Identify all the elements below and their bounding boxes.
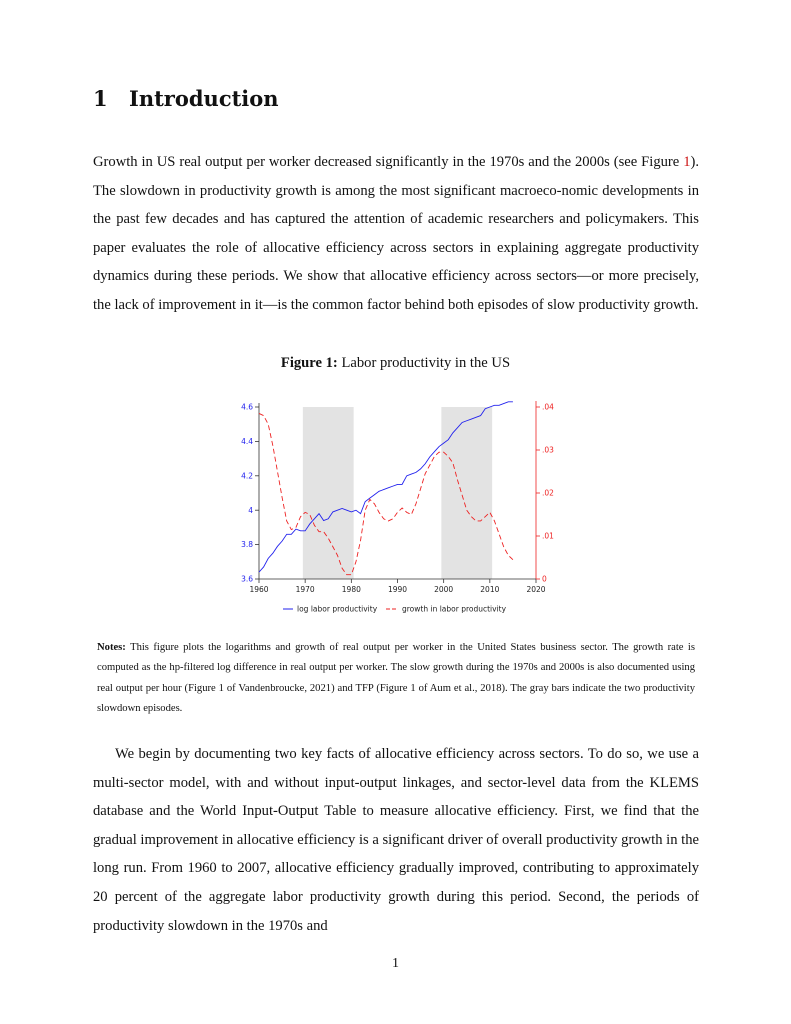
intro-paragraph [93,148,699,320]
left-tick-label: 4.4 [241,437,253,446]
left-tick-label: 4 [248,505,253,515]
left-tick-label: 3.8 [241,540,253,550]
right-tick-label: .01 [542,531,554,541]
notes-label: Notes: [97,642,126,653]
figure-label: Figure 1: [280,355,338,371]
chart-legend [283,605,507,614]
x-tick-label: 1980 [341,585,361,594]
x-tick-label: 2010 [480,585,500,594]
figure-notes [97,638,695,719]
left-tick-label: 4.6 [241,402,253,412]
slowdown-shade-1 [303,407,354,579]
x-tick-label: 1990 [387,585,408,594]
page-number: 1 [392,956,399,971]
second-paragraph: We begin by documenting two key facts of allocative efficiency across sectors. To do so, we use a multi-sector model, with and without input-output linkages, and sector-level data from the KLEMS database and the World Input-Output Table to measure allocative efficiency. First, we find that the gradual improvement in allocative efficiency is a significant driver of overall productivity growth in the long run. From 1960 to 2007, allocative efficiency gradually improved, contributing to approximately 20 percent of the aggregate labor productivity growth during this period. Second, the periods of productivity slowdown in the 1970s and [93,746,699,934]
right-tick-label: 0 [542,574,547,584]
section-title-text: Introduction [129,86,279,111]
figure-chart [226,390,566,622]
figure-reference-link[interactable]: 1 [683,154,691,170]
left-tick-label: 3.6 [241,574,253,584]
chart-svg [226,390,566,622]
right-tick-label: .04 [542,402,554,412]
section-heading [93,86,279,111]
right-tick-label: .02 [542,488,554,498]
intro-text-part-b: ). The slowdown in productivity growth is among the most significant macroeco-nomic developments in the past few decades and has captured the attention of academic researchers and policymakers. This paper evaluates the role of allocative efficiency across sectors in explaining aggregate productivity dynamics during these periods. We show that allocative efficiency across sectors—or more precisely, the lack of improvement in it—is the common factor behind both episodes of slow productivity growth. [93,154,699,313]
figure-caption-text: Labor productivity in the US [341,355,511,371]
x-tick-label: 1960 [249,585,269,594]
chart-axes [241,401,554,594]
section-number: 1 [93,86,108,111]
slowdown-shade-2 [441,407,492,579]
left-tick-label: 4.2 [241,471,253,481]
shaded-periods [303,407,492,579]
figure-caption [0,355,791,372]
legend-label-level: log labor productivity [297,604,378,614]
right-tick-label: .03 [542,445,554,455]
x-tick-label: 2020 [526,585,546,594]
notes-text: This figure plots the logarithms and growth of real output per worker in the United States business sector. The growth rate is computed as the hp-filtered log difference in real output per worker. The slow growth during the 1970s and 2000s is also documented using real output per hour (Figure 1 of Vandenbroucke, 2021) and TFP (Figure 1 of Aum et al., 2018). The gray bars indicate the two productivity slowdown episodes. [97,642,695,714]
x-tick-label: 1970 [295,585,315,594]
intro-text-part-a: Growth in US real output per worker decreased significantly in the 1970s and the 2000s (see Figure [93,154,684,170]
x-tick-label: 2000 [434,585,454,594]
legend-label-growth: growth in labor productivity [402,604,507,614]
